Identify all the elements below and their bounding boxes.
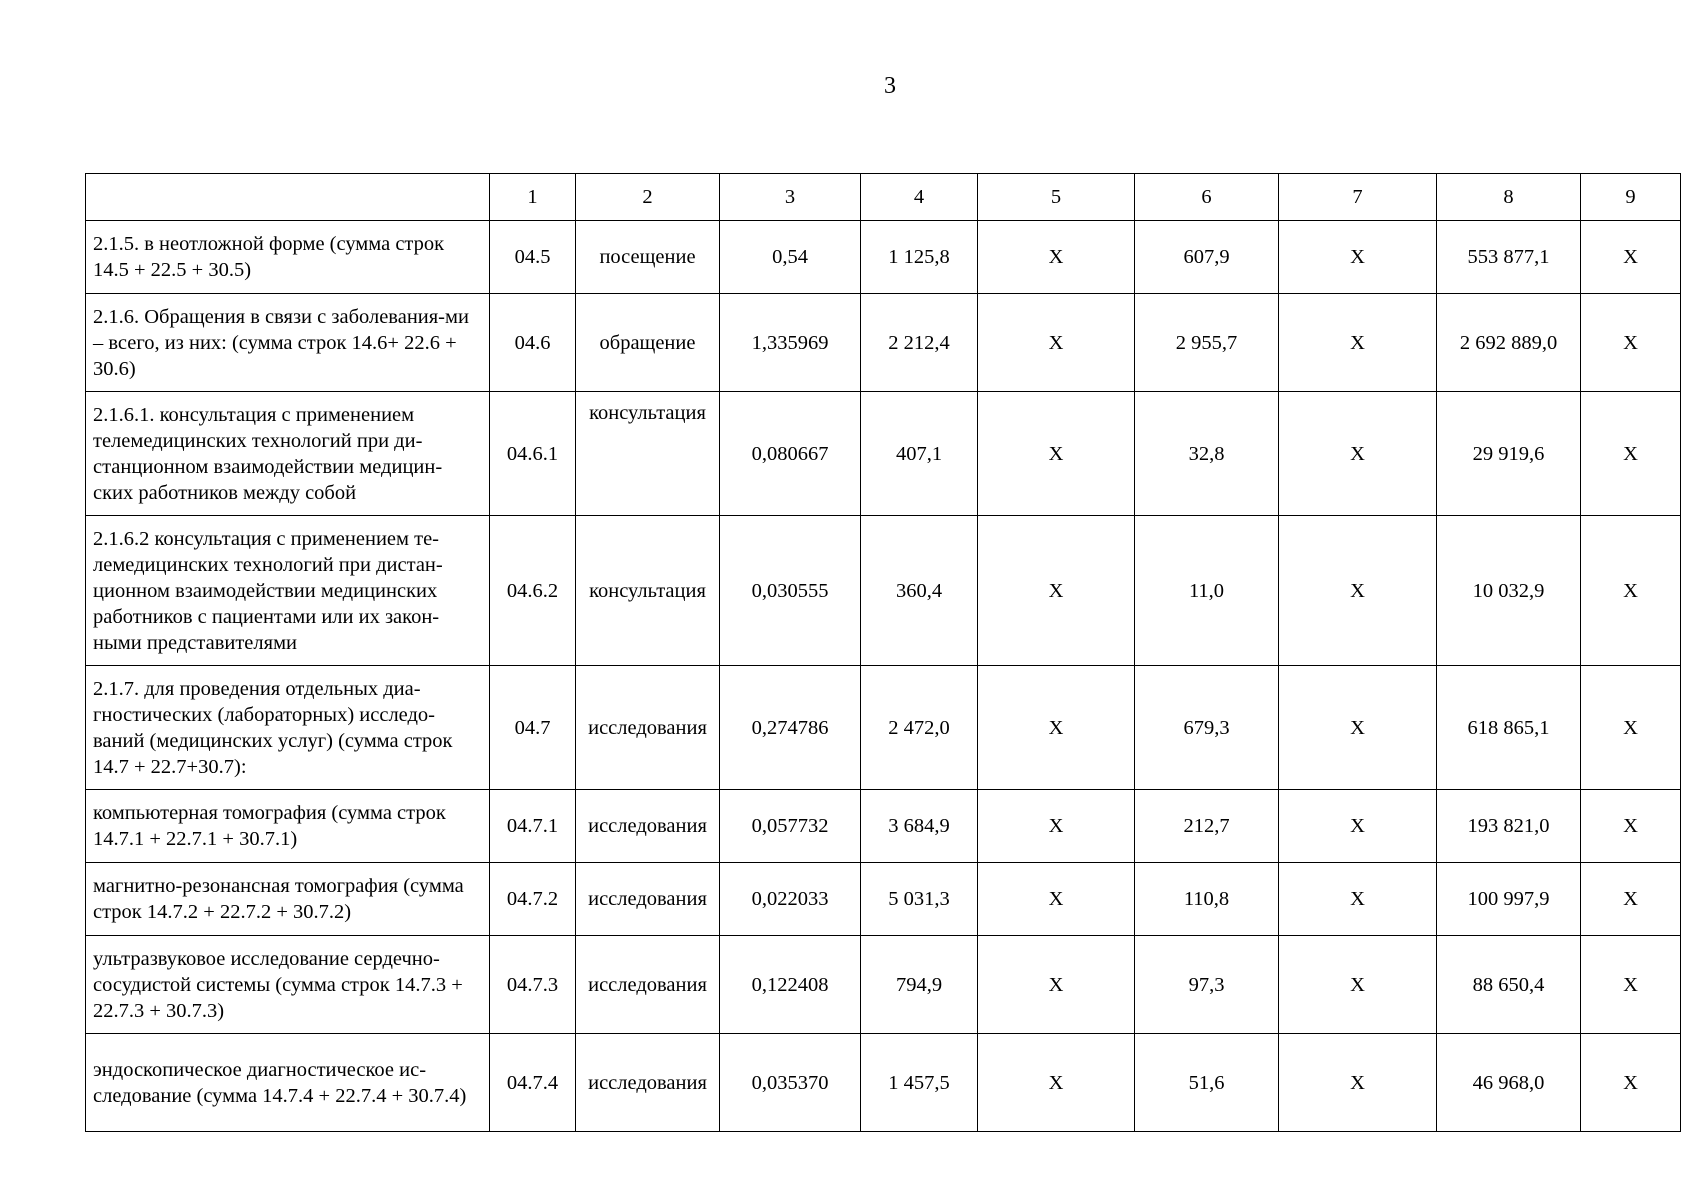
header-cell-5: 5 xyxy=(978,174,1135,221)
table-header-row xyxy=(86,174,1681,221)
row-col-3: 0,54 xyxy=(720,221,861,294)
header-cell-6: 6 xyxy=(1135,174,1279,221)
row-col-5: Х xyxy=(978,863,1135,936)
row-col-8: 100 997,9 xyxy=(1437,863,1581,936)
row-col-9: Х xyxy=(1581,221,1681,294)
row-code: 04.7.1 xyxy=(490,790,576,863)
row-code: 04.6.1 xyxy=(490,392,576,516)
row-col-3: 0,030555 xyxy=(720,516,861,666)
row-col-4: 794,9 xyxy=(861,936,978,1034)
row-col-9: Х xyxy=(1581,294,1681,392)
row-code: 04.7.3 xyxy=(490,936,576,1034)
header-cell-9: 9 xyxy=(1581,174,1681,221)
table-row xyxy=(86,790,1681,863)
row-col-3: 0,122408 xyxy=(720,936,861,1034)
row-label: 2.1.5. в неотложной форме (сумма строк 14.5 + 22.5 + 30.5) xyxy=(86,221,490,294)
row-col-5: Х xyxy=(978,516,1135,666)
row-code: 04.6 xyxy=(490,294,576,392)
header-cell-7: 7 xyxy=(1279,174,1437,221)
row-col-5: Х xyxy=(978,392,1135,516)
row-col-3: 0,057732 xyxy=(720,790,861,863)
row-label: 2.1.6.2 консультация с применением те-лемедицинских технологий при дистан-ционном взаимодействии медицинских работников с пациентами или их закон-ными представителями xyxy=(86,516,490,666)
row-unit: исследования xyxy=(576,790,720,863)
row-col-4: 1 457,5 xyxy=(861,1034,978,1132)
row-col-8: 193 821,0 xyxy=(1437,790,1581,863)
row-col-3: 0,080667 xyxy=(720,392,861,516)
row-col-9: Х xyxy=(1581,1034,1681,1132)
row-col-3: 0,274786 xyxy=(720,666,861,790)
row-label: 2.1.6. Обращения в связи с заболевания-ми – всего, из них: (сумма строк 14.6+ 22.6 + 30.6) xyxy=(86,294,490,392)
header-cell-3: 3 xyxy=(720,174,861,221)
row-col-8: 88 650,4 xyxy=(1437,936,1581,1034)
row-col-7: Х xyxy=(1279,1034,1437,1132)
row-col-8: 618 865,1 xyxy=(1437,666,1581,790)
row-col-4: 5 031,3 xyxy=(861,863,978,936)
row-col-4: 360,4 xyxy=(861,516,978,666)
row-col-5: Х xyxy=(978,790,1135,863)
table-row xyxy=(86,863,1681,936)
row-col-6: 97,3 xyxy=(1135,936,1279,1034)
page-number: 3 xyxy=(884,73,896,99)
row-unit: консультация xyxy=(576,392,720,516)
row-col-3: 0,022033 xyxy=(720,863,861,936)
row-col-9: Х xyxy=(1581,863,1681,936)
row-unit: исследования xyxy=(576,666,720,790)
row-col-8: 553 877,1 xyxy=(1437,221,1581,294)
row-label: 2.1.7. для проведения отдельных диа-гностических (лабораторных) исследо-ваний (медицинских услуг) (сумма строк 14.7 + 22.7+30.7): xyxy=(86,666,490,790)
row-col-3: 0,035370 xyxy=(720,1034,861,1132)
row-code: 04.5 xyxy=(490,221,576,294)
table-row xyxy=(86,936,1681,1034)
row-col-6: 11,0 xyxy=(1135,516,1279,666)
row-col-7: Х xyxy=(1279,863,1437,936)
row-code: 04.7.4 xyxy=(490,1034,576,1132)
table-row xyxy=(86,666,1681,790)
row-col-4: 3 684,9 xyxy=(861,790,978,863)
row-label: 2.1.6.1. консультация с применением телемедицинских технологий при ди-станционном взаимодействии медицин-ских работников между собой xyxy=(86,392,490,516)
table-row xyxy=(86,221,1681,294)
row-unit: посещение xyxy=(576,221,720,294)
row-col-9: Х xyxy=(1581,790,1681,863)
data-table xyxy=(85,173,1681,1132)
row-unit: консультация xyxy=(576,516,720,666)
row-col-7: Х xyxy=(1279,392,1437,516)
row-col-9: Х xyxy=(1581,516,1681,666)
row-col-7: Х xyxy=(1279,936,1437,1034)
row-col-6: 679,3 xyxy=(1135,666,1279,790)
row-label: эндоскопическое диагностическое ис-следование (сумма 14.7.4 + 22.7.4 + 30.7.4) xyxy=(86,1034,490,1132)
row-col-7: Х xyxy=(1279,516,1437,666)
row-col-5: Х xyxy=(978,666,1135,790)
row-col-8: 10 032,9 xyxy=(1437,516,1581,666)
row-col-5: Х xyxy=(978,294,1135,392)
table-row xyxy=(86,1034,1681,1132)
table-row xyxy=(86,392,1681,516)
row-col-9: Х xyxy=(1581,936,1681,1034)
row-col-4: 1 125,8 xyxy=(861,221,978,294)
row-col-9: Х xyxy=(1581,666,1681,790)
header-cell-1: 1 xyxy=(490,174,576,221)
row-code: 04.6.2 xyxy=(490,516,576,666)
row-col-6: 2 955,7 xyxy=(1135,294,1279,392)
header-cell-0 xyxy=(86,174,490,221)
row-col-4: 407,1 xyxy=(861,392,978,516)
row-col-8: 29 919,6 xyxy=(1437,392,1581,516)
row-col-6: 32,8 xyxy=(1135,392,1279,516)
row-unit: исследования xyxy=(576,863,720,936)
row-col-6: 212,7 xyxy=(1135,790,1279,863)
row-col-8: 2 692 889,0 xyxy=(1437,294,1581,392)
header-cell-4: 4 xyxy=(861,174,978,221)
row-label: магнитно-резонансная томография (сумма строк 14.7.2 + 22.7.2 + 30.7.2) xyxy=(86,863,490,936)
row-col-7: Х xyxy=(1279,666,1437,790)
row-col-9: Х xyxy=(1581,392,1681,516)
row-col-7: Х xyxy=(1279,790,1437,863)
row-col-4: 2 472,0 xyxy=(861,666,978,790)
row-code: 04.7.2 xyxy=(490,863,576,936)
row-col-8: 46 968,0 xyxy=(1437,1034,1581,1132)
row-col-5: Х xyxy=(978,221,1135,294)
row-col-6: 607,9 xyxy=(1135,221,1279,294)
row-label: компьютерная томография (сумма строк 14.7.1 + 22.7.1 + 30.7.1) xyxy=(86,790,490,863)
row-unit: исследования xyxy=(576,936,720,1034)
row-col-7: Х xyxy=(1279,221,1437,294)
table-row xyxy=(86,516,1681,666)
row-code: 04.7 xyxy=(490,666,576,790)
row-col-6: 110,8 xyxy=(1135,863,1279,936)
row-col-5: Х xyxy=(978,1034,1135,1132)
row-unit: исследования xyxy=(576,1034,720,1132)
row-col-7: Х xyxy=(1279,294,1437,392)
row-unit: обращение xyxy=(576,294,720,392)
row-col-6: 51,6 xyxy=(1135,1034,1279,1132)
header-cell-2: 2 xyxy=(576,174,720,221)
table-row xyxy=(86,294,1681,392)
row-col-3: 1,335969 xyxy=(720,294,861,392)
row-col-5: Х xyxy=(978,936,1135,1034)
header-cell-8: 8 xyxy=(1437,174,1581,221)
row-col-4: 2 212,4 xyxy=(861,294,978,392)
row-label: ультразвуковое исследование сердечно-сосудистой системы (сумма строк 14.7.3 + 22.7.3 + 30.7.3) xyxy=(86,936,490,1034)
